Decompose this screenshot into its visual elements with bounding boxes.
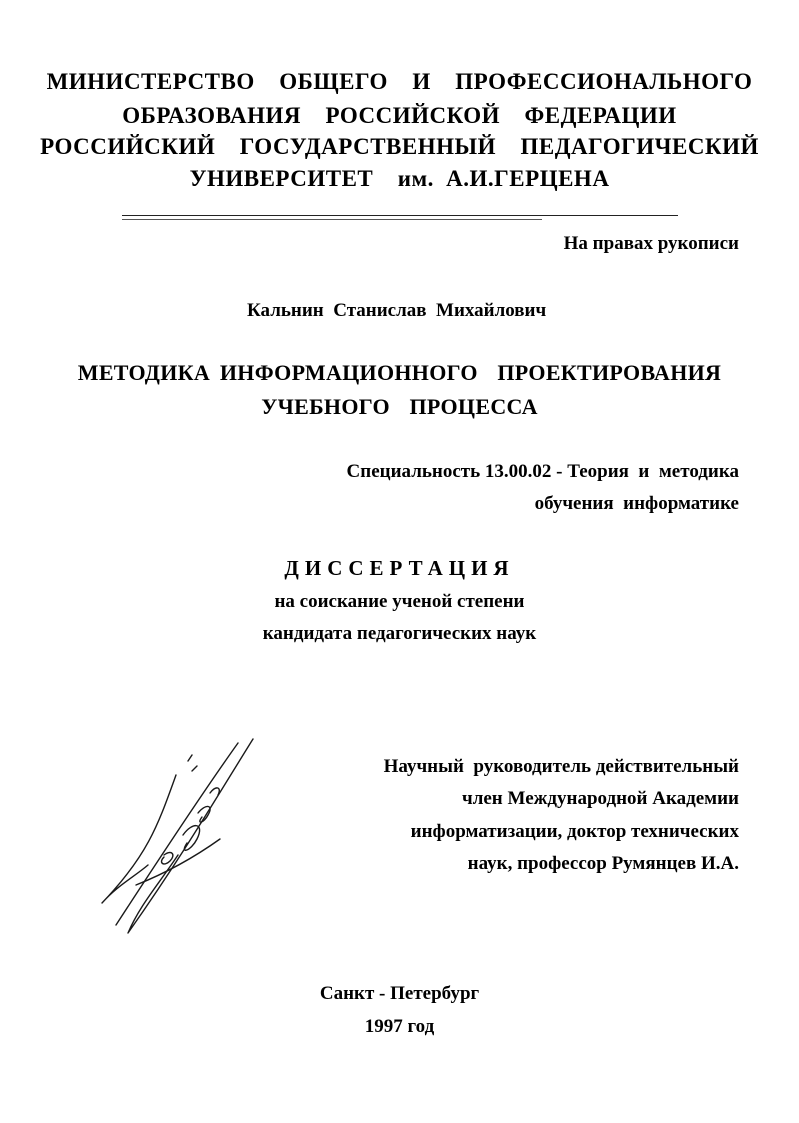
dissertation-heading: ДИССЕРТАЦИЯ <box>284 556 515 580</box>
supervisor-line-1: Научный руководитель действительный <box>383 756 739 777</box>
institution-line-4: УНИВЕРСИТЕТ им. А.И.ГЕРЦЕНА <box>189 166 610 191</box>
header-divider <box>122 215 678 216</box>
year: 1997 год <box>364 1016 435 1037</box>
institution-line-3: РОССИЙСКИЙ ГОСУДАРСТВЕННЫЙ ПЕДАГОГИЧЕСКИЙ <box>40 134 759 159</box>
supervisor-line-2: член Международной Академии <box>462 788 739 809</box>
signature-stroke <box>116 743 238 925</box>
signature-stroke <box>198 806 210 822</box>
manuscript-note: На правах рукописи <box>563 233 739 254</box>
header-divider-shadow <box>122 219 542 220</box>
specialty-line-2: обучения информатике <box>534 493 739 514</box>
institution-line-2: ОБРАЗОВАНИЯ РОССИЙСКОЙ ФЕДЕРАЦИИ <box>122 103 677 128</box>
author-name: Кальнин Станислав Михайлович <box>247 300 547 321</box>
specialty-line-1: Специальность 13.00.02 - Теория и методика <box>346 461 739 482</box>
signature-stroke <box>162 853 173 864</box>
handwritten-signature <box>88 735 268 945</box>
dissertation-title-line-2: УЧЕБНОГО ПРОЦЕССА <box>261 394 538 419</box>
dissertation-title-line-1: МЕТОДИКА ИНФОРМАЦИОННОГО ПРОЕКТИРОВАНИЯ <box>77 360 722 385</box>
signature-stroke <box>136 839 220 885</box>
supervisor-line-3: информатизации, доктор технических <box>410 821 739 842</box>
city: Санкт - Петербург <box>319 983 480 1004</box>
degree-line-2: кандидата педагогических наук <box>262 623 537 644</box>
signature-stroke <box>210 788 219 795</box>
signature-stroke <box>188 755 197 771</box>
degree-line-1: на соискание ученой степени <box>274 591 525 612</box>
institution-line-1: МИНИСТЕРСТВО ОБЩЕГО И ПРОФЕССИОНАЛЬНОГО <box>46 69 753 94</box>
supervisor-line-4: наук, профессор Румянцев И.А. <box>467 853 739 874</box>
signature-stroke <box>128 739 253 933</box>
